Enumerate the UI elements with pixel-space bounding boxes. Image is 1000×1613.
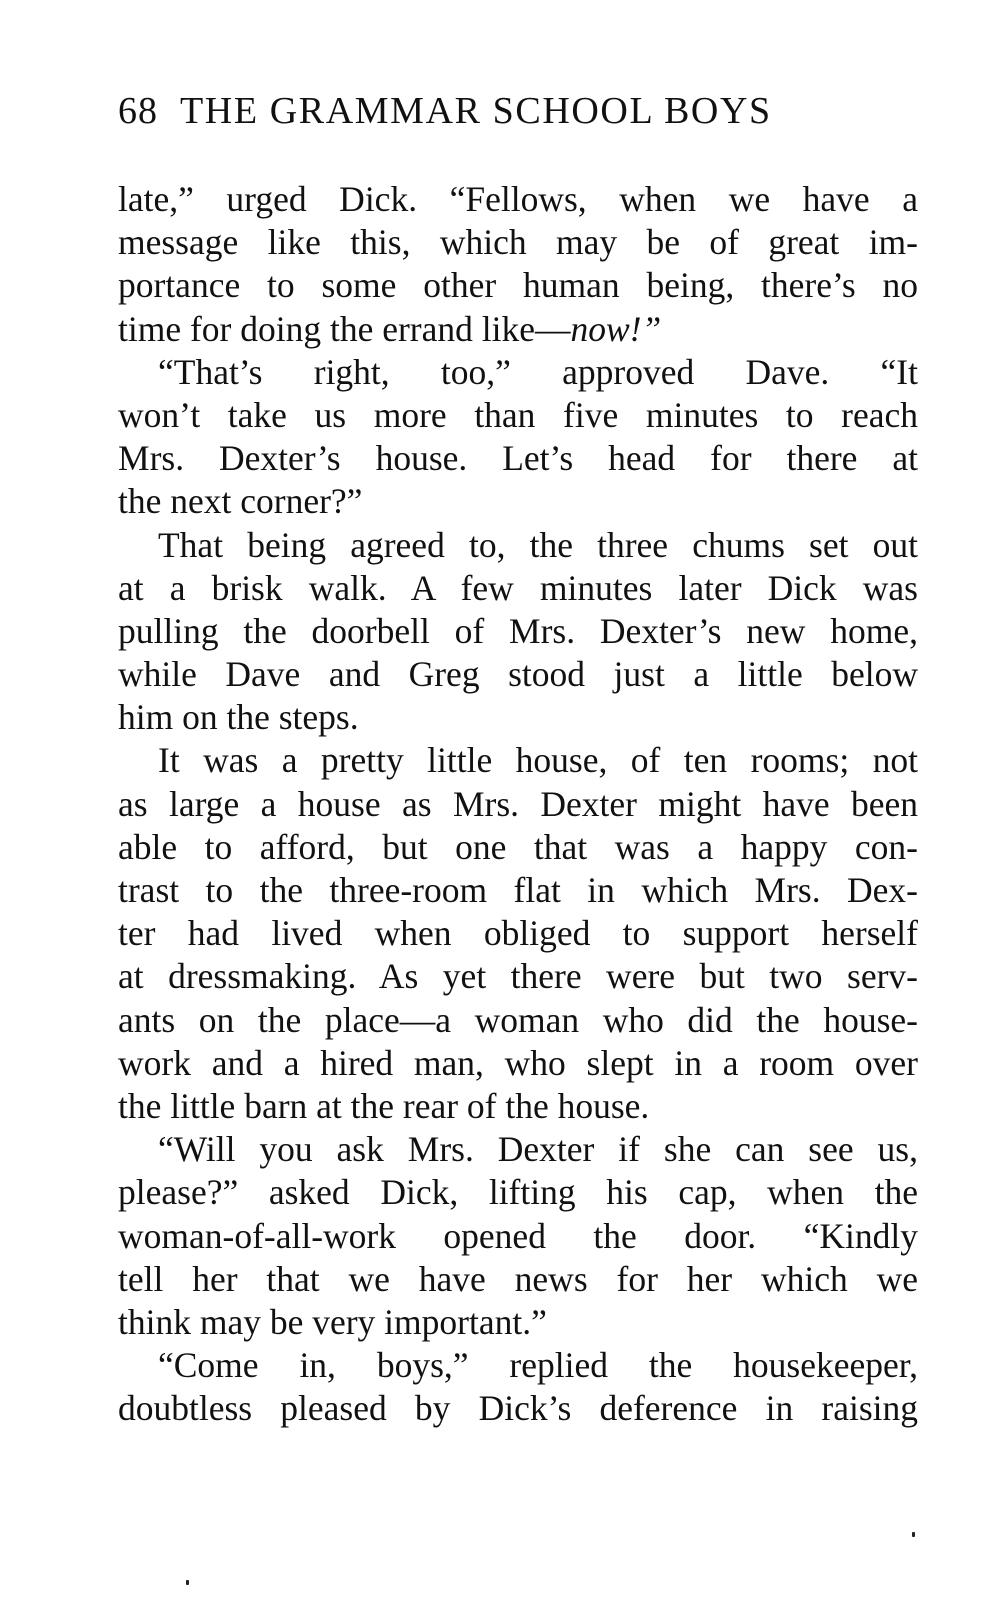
text-line: “That’s right, too,” approved Dave. “It — [158, 351, 918, 392]
text-line: ants on the place—a woman who did the house- — [118, 999, 918, 1040]
text-line: It was a pretty little house, of ten rooms; not — [158, 740, 918, 781]
text-line: pulling the doorbell of Mrs. Dexter’s new home, — [118, 610, 918, 651]
text-line: him on the steps. — [118, 697, 359, 738]
page-number: 68 — [118, 90, 158, 132]
text-line: at dressmaking. As yet there were but two serv- — [118, 956, 918, 997]
text-line — [118, 308, 918, 351]
text-line: That being agreed to, the three chums set out — [158, 524, 918, 565]
text-line: please?” asked Dick, lifting his cap, when the — [118, 1172, 918, 1213]
text-line: think may be very important.” — [118, 1301, 547, 1342]
text-line: “Come in, boys,” replied the housekeeper, — [158, 1345, 918, 1386]
text-line: doubtless pleased by Dick’s deference in raising — [118, 1388, 918, 1429]
text-line: work and a hired man, who slept in a room over — [118, 1042, 918, 1083]
running-head — [118, 88, 918, 134]
text-line-segment: time for doing the errand like— — [118, 308, 571, 349]
text-line: able to afford, but one that was a happy con- — [118, 826, 918, 867]
text-line: Mrs. Dexter’s house. Let’s head for there at — [118, 438, 918, 479]
text-line: “Will you ask Mrs. Dexter if she can see us, — [158, 1129, 918, 1170]
print-speck — [186, 1580, 189, 1585]
text-line: while Dave and Greg stood just a little below — [118, 654, 918, 695]
text-line: won’t take us more than five minutes to reach — [118, 394, 918, 435]
text-line: woman-of-all-work opened the door. “Kindly — [118, 1215, 918, 1256]
emphasized-word: now!” — [570, 308, 662, 349]
text-line: at a brisk walk. A few minutes later Dick was — [118, 567, 918, 608]
text-line: late,” urged Dick. “Fellows, when we have a — [118, 179, 918, 219]
text-line: as large a house as Mrs. Dexter might have been — [118, 783, 918, 824]
text-line: message like this, which may be of great im- — [118, 222, 918, 263]
text-line: the next corner?” — [118, 481, 363, 522]
text-line: trast to the three-room flat in which Mrs. Dex- — [118, 870, 918, 910]
text-line: ter had lived when obliged to support herself — [118, 913, 918, 954]
print-speck — [912, 1532, 915, 1537]
book-title: THE GRAMMAR SCHOOL BOYS — [180, 90, 772, 132]
text-line: tell her that we have news for her which we — [118, 1258, 918, 1299]
text-line: portance to some other human being, there’s no — [118, 265, 918, 306]
body-text — [118, 178, 918, 1430]
text-line: the little barn at the rear of the house. — [118, 1085, 650, 1126]
